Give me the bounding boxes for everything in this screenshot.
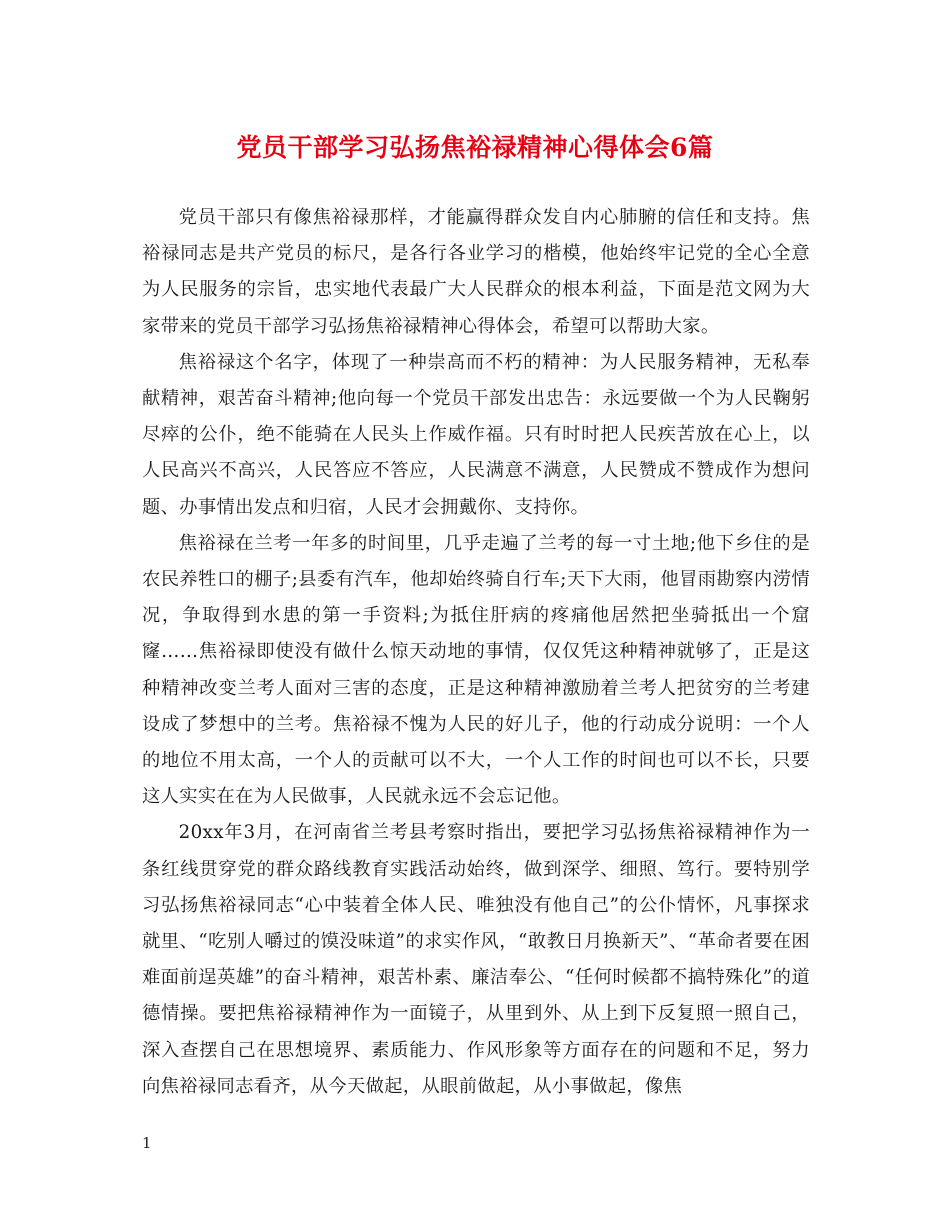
paragraph-intro: 党员干部只有像焦裕禄那样，才能赢得群众发自内心肺腑的信任和支持。焦裕禄同志是共产党员的标尺，是各行各业学习的楷模，他始终牢记党的全心全意为人民服务的宗旨，忠实地代表最广大人民群众的根本利益，下面是范文网为大家带来的党员干部学习弘扬焦裕禄精神心得体会，希望可以帮助大家。: [142, 207, 810, 337]
paragraph-inspection: 20xx年3月，在河南省兰考县考察时指出，要把学习弘扬焦裕禄精神作为一条红线贯穿党的群众路线教育实践活动始终，做到深学、细照、笃行。要特别学习弘扬焦裕禄同志“心中装着全体人民、唯独没有他自己”的公仆情怀，凡事探求就里、“吃别人嚼过的馍没味道”的求实作风，“敢教日月换新天”、“革命者要在困难面前逞英雄”的奋斗精神，艰苦朴素、廉洁奉公、“任何时候都不搞特殊化”的道德情操。要把焦裕禄精神作为一面镜子，从里到外、从上到下反复照一照自己，深入查摆自己在思想境界、素质能力、作风形象等方面存在的问题和不足，努力向焦裕禄同志看齐，从今天做起，从眼前做起，从小事做起，像焦: [142, 822, 810, 1097]
document-body: [142, 200, 810, 1105]
paragraph-lankao: 焦裕禄在兰考一年多的时间里，几乎走遍了兰考的每一寸土地;他下乡住的是农民养牲口的棚子;县委有汽车，他却始终骑自行车;天下大雨，他冒雨勘察内涝情况，争取得到水患的第一手资料;为抵住肝病的疼痛他居然把坐骑抵出一个窟窿……焦裕禄即使没有做什么惊天动地的事情，仅仅凭这种精神就够了，正是这种精神改变兰考人面对三害的态度，正是这种精神激励着兰考人把贫穷的兰考建设成了梦想中的兰考。焦裕禄不愧为人民的好儿子，他的行动成分说明：一个人的地位不用太高，一个人的贡献可以不大，一个人工作的时间也可以不长，只要这人实实在在为人民做事，人民就永远不会忘记他。: [142, 532, 810, 808]
page-number: 1: [142, 1134, 152, 1152]
paragraph-spirit: 焦裕禄这个名字，体现了一种崇高而不朽的精神：为人民服务精神，无私奉献精神，艰苦奋斗精神;他向每一个党员干部发出忠告：永远要做一个为人民鞠躬尽瘁的公仆，绝不能骑在人民头上作威作福。只有时时把人民疾苦放在心上，以人民高兴不高兴，人民答应不答应，人民满意不满意，人民赞成不赞成作为想问题、办事情出发点和归宿，人民才会拥戴你、支持你。: [142, 351, 810, 518]
document-title: 党员干部学习弘扬焦裕禄精神心得体会6篇: [236, 133, 714, 162]
